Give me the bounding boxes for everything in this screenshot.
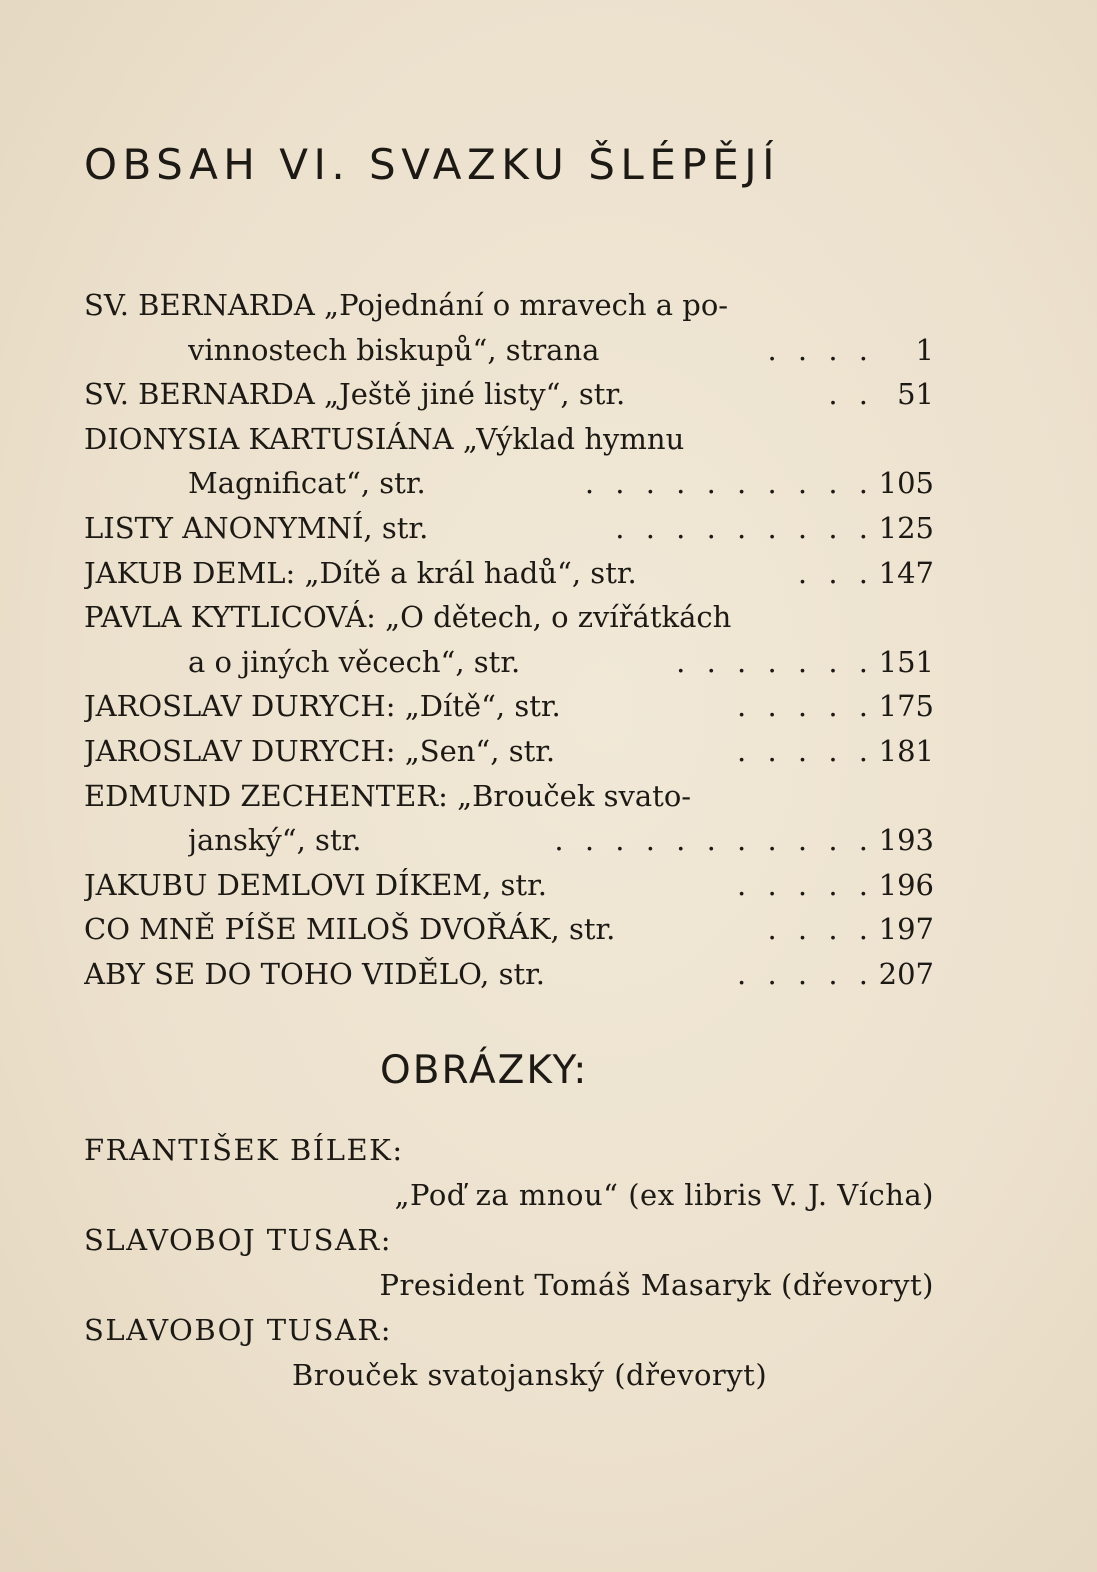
toc-entry-text: EDMUND ZECHENTER: „Brouček svato- xyxy=(84,778,692,813)
toc-page-number: 207 xyxy=(878,956,934,991)
table-of-contents xyxy=(84,283,934,997)
toc-line xyxy=(84,818,934,863)
picture-title: „Poď za mnou“ (ex libris V. J. Vícha) xyxy=(394,1178,934,1212)
toc-line xyxy=(84,283,934,328)
toc-entry-text: janský“, str. xyxy=(188,823,362,858)
toc-entry-text: LISTY ANONYMNÍ, str. xyxy=(84,510,429,545)
toc-line xyxy=(84,863,934,908)
leader-dots: . . . . . . . . . xyxy=(615,510,874,545)
leader-dots: . . xyxy=(828,377,874,412)
toc-entry-text: Magnificat“, str. xyxy=(188,466,426,501)
leader-dots: . . . . . xyxy=(737,956,874,991)
toc-entry-text: a o jiných věcech“, str. xyxy=(188,644,521,679)
toc-line xyxy=(84,372,934,417)
toc-page-number: 175 xyxy=(878,689,934,724)
pictures-list xyxy=(84,1128,934,1398)
toc-entry-text: SV. BERNARDA „Ještě jiné listy“, str. xyxy=(84,377,626,412)
toc-entry-text: SV. BERNARDA „Pojednání o mravech a po- xyxy=(84,288,729,322)
leader-dots: . . . . . . . . . . . xyxy=(554,823,874,858)
toc-entry-text: ABY SE DO TOHO VIDĚLO, str. xyxy=(84,956,546,991)
toc-page-number: 181 xyxy=(878,733,934,768)
toc-line xyxy=(84,461,934,506)
toc-page-number: 197 xyxy=(878,912,934,947)
picture-title: Brouček svatojanský (dřevoryt) xyxy=(292,1358,768,1392)
toc-page-number: 125 xyxy=(878,510,934,545)
toc-line xyxy=(84,729,934,774)
toc-entry-text: JAROSLAV DURYCH: „Dítě“, str. xyxy=(84,689,561,724)
toc-entry-text: JAKUBU DEMLOVI DÍKEM, str. xyxy=(84,867,547,902)
leader-dots: . . . xyxy=(797,555,874,590)
picture-title: President Tomáš Masaryk (dřevoryt) xyxy=(379,1268,934,1302)
toc-entry-text: JAKUB DEML: „Dítě a král hadů“, str. xyxy=(84,555,637,590)
toc-entry-text: vinnostech biskupů“, strana xyxy=(188,332,600,367)
toc-entry-text: CO MNĚ PÍŠE MILOŠ DVOŘÁK, str. xyxy=(84,912,616,947)
leader-dots: . . . . xyxy=(767,332,874,367)
toc-line xyxy=(84,551,934,596)
toc-entry-text: DIONYSIA KARTUSIÁNA „Výklad hymnu xyxy=(84,421,685,456)
toc-line xyxy=(84,952,934,997)
toc-line xyxy=(84,328,934,373)
toc-line xyxy=(84,774,934,819)
toc-page-number: 196 xyxy=(878,867,934,902)
toc-page-number: 1 xyxy=(915,332,934,367)
page-title: OBSAH VI. SVAZKU ŠLÉPĚJÍ xyxy=(84,140,781,189)
toc-line xyxy=(84,684,934,729)
leader-dots: . . . . . . . . . . xyxy=(584,466,874,501)
toc-page-number: 151 xyxy=(878,644,934,679)
toc-line xyxy=(84,417,934,462)
toc-line xyxy=(84,640,934,685)
picture-artist: FRANTIŠEK BÍLEK: xyxy=(84,1133,404,1167)
leader-dots: . . . . . . . xyxy=(676,644,874,679)
pictures-heading: OBRÁZKY: xyxy=(380,1048,589,1093)
leader-dots: . . . . . xyxy=(737,733,874,768)
toc-page-number: 147 xyxy=(878,555,934,590)
toc-entry-text: PAVLA KYTLICOVÁ: „O dětech, o zvířátkách xyxy=(84,600,732,635)
toc-line xyxy=(84,595,934,640)
toc-page-number: 193 xyxy=(878,823,934,858)
leader-dots: . . . . . xyxy=(737,689,874,724)
leader-dots: . . . . xyxy=(767,912,874,947)
toc-page-number: 51 xyxy=(897,377,934,412)
picture-artist: SLAVOBOJ TUSAR: xyxy=(84,1313,392,1347)
picture-artist: SLAVOBOJ TUSAR: xyxy=(84,1223,392,1257)
toc-page-number: 105 xyxy=(878,466,934,501)
leader-dots: . . . . . xyxy=(737,867,874,902)
toc-line xyxy=(84,506,934,551)
toc-line xyxy=(84,907,934,952)
toc-entry-text: JAROSLAV DURYCH: „Sen“, str. xyxy=(84,733,556,768)
